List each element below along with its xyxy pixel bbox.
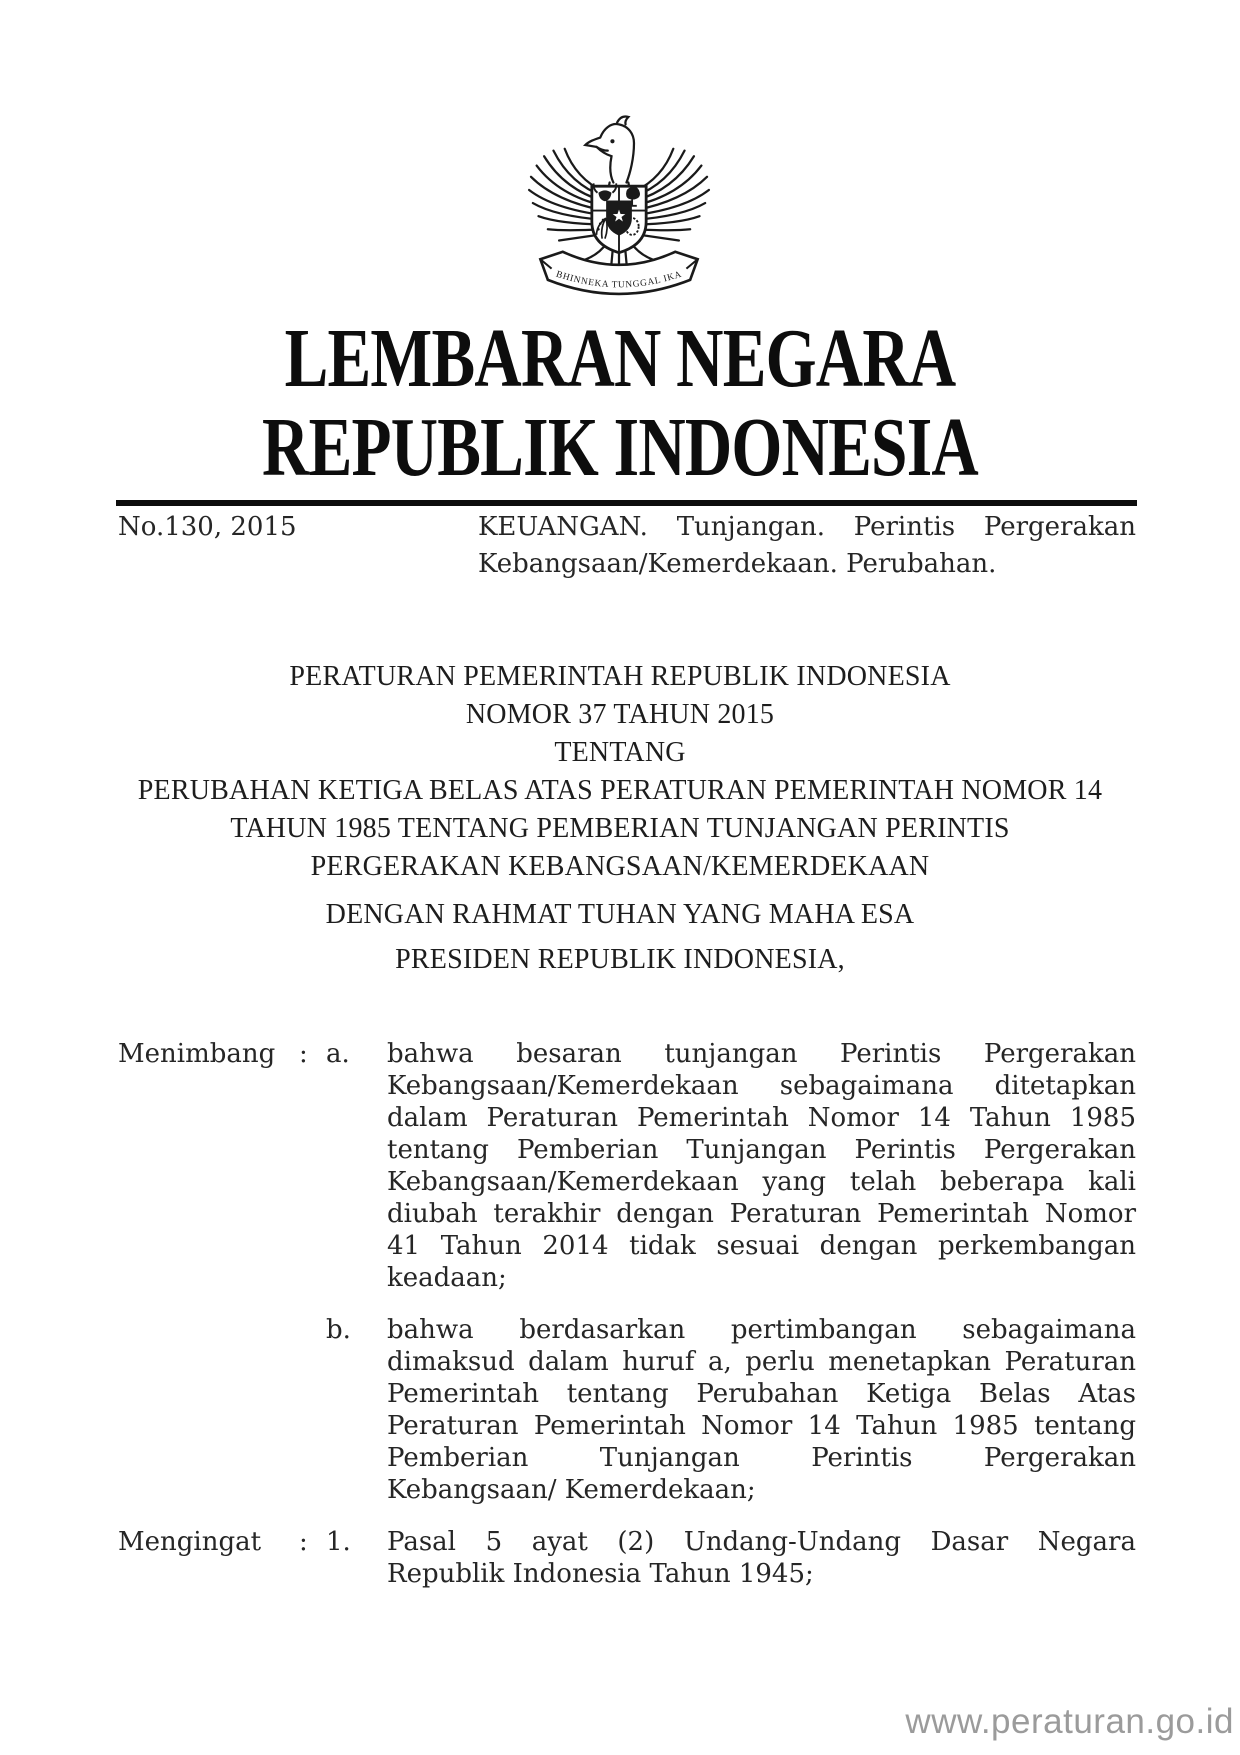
masthead [136,314,1103,492]
meta-row [118,509,1136,583]
title-line: TENTANG [554,737,686,768]
title-line: TAHUN 1985 TENTANG PEMBERIAN TUNJANGAN PERINTIS [230,813,1010,844]
emblem-ribbon-text: BHINNEKA TUNGGAL IKA [554,269,684,291]
text-line: 41 Tahun 2014 tidak sesuai dengan perkembangan [387,1231,1136,1261]
motto-block [111,892,1129,982]
empty-colon [299,1314,326,1506]
item-marker: b. [326,1315,351,1345]
title-line: PERUBAHAN KETIGA BELAS ATAS PERATURAN PEMERINTAH NOMOR 14 [137,775,1103,806]
subject-line: KEUANGAN. Tunjangan. Perintis Pergerakan [478,512,1136,542]
garuda-pancasila-icon [516,96,722,312]
subject-block [478,509,1136,583]
text-line: Republik Indonesia Tahun 1945; [387,1559,814,1589]
masthead-line-1: LEMBARAN NEGARA [284,312,956,405]
regulation-title [111,658,1129,886]
recalling-label: Mengingat [118,1527,262,1557]
considering-item-b [118,1314,1136,1506]
preamble [118,1038,1136,1590]
considering-colon: : [299,1039,308,1069]
subject-line: Kebangsaan/Kemerdekaan. Perubahan. [478,549,997,579]
gazette-number: No.130, 2015 [118,512,297,542]
text-line: dalam Peraturan Pemerintah Nomor 14 Tahun 1985 [387,1103,1136,1133]
issuer-line: PRESIDEN REPUBLIK INDONESIA, [395,944,845,975]
text-line: Kebangsaan/Kemerdekaan sebagaimana ditetapkan [387,1071,1136,1101]
text-line: diubah terakhir dengan Peraturan Pemerintah Nomor [387,1199,1136,1229]
title-line: NOMOR 37 TAHUN 2015 [465,699,775,730]
text-line: Peraturan Pemerintah Nomor 14 Tahun 1985 tentang [387,1411,1136,1441]
text-line: Kebangsaan/Kemerdekaan yang telah beberapa kali [387,1167,1136,1197]
item-text [387,1526,1136,1590]
recalling-item-1 [118,1526,1136,1590]
garuda-pancasila-emblem [516,96,722,312]
empty-label [118,1314,299,1506]
item-marker: 1. [326,1527,351,1557]
text-line: Pemberian Tunjangan Perintis Pergerakan [387,1443,1136,1473]
text-line: dimaksud dalam huruf a, perlu menetapkan Peraturan [387,1347,1136,1377]
text-line: bahwa besaran tunjangan Perintis Pergerakan [387,1039,1136,1069]
considering-label: Menimbang [118,1039,276,1069]
title-line: PERGERAKAN KEBANGSAAN/KEMERDEKAAN [310,851,930,882]
considering-item-a [118,1038,1136,1294]
item-text [387,1314,1136,1506]
text-line: Pasal 5 ayat (2) Undang-Undang Dasar Negara [387,1527,1136,1557]
text-line: keadaan; [387,1263,507,1293]
text-line: Pemerintah tentang Perubahan Ketiga Belas Atas [387,1379,1136,1409]
item-marker: a. [326,1039,350,1069]
text-line: Kebangsaan/ Kemerdekaan; [387,1475,756,1505]
recalling-colon: : [299,1527,308,1557]
masthead-rule [116,500,1137,506]
text-line: tentang Pemberian Tunjangan Perintis Pergerakan [387,1135,1136,1165]
item-text [387,1038,1136,1294]
watermark-url: www.peraturan.go.id [905,1702,1234,1741]
masthead-line-2: REPUBLIK INDONESIA [262,401,978,494]
text-line: bahwa berdasarkan pertimbangan sebagaimana [387,1315,1136,1345]
title-line: PERATURAN PEMERINTAH REPUBLIK INDONESIA [289,661,951,692]
motto-line: DENGAN RAHMAT TUHAN YANG MAHA ESA [325,899,915,930]
